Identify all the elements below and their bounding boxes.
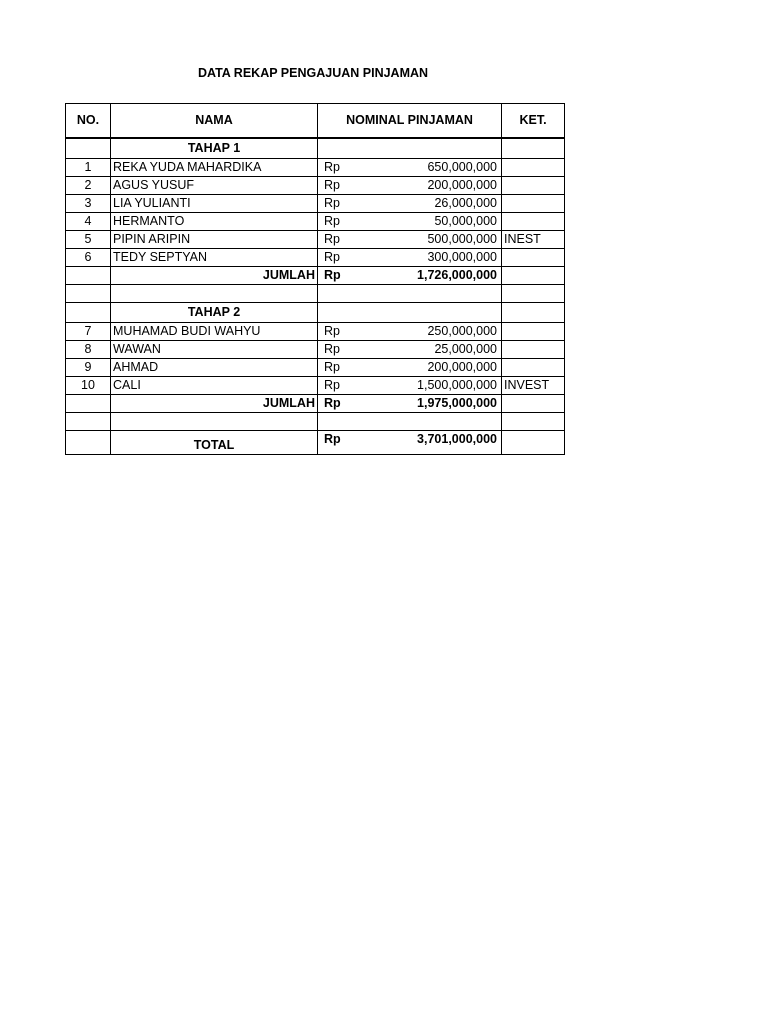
row-amount: 500,000,000 — [427, 232, 497, 246]
row-ket — [502, 213, 565, 231]
currency-label: Rp — [324, 378, 340, 392]
row-no: 3 — [66, 195, 111, 213]
stage-label: TAHAP 1 — [111, 138, 318, 159]
jumlah-label: JUMLAH — [111, 395, 318, 413]
row-ket — [502, 159, 565, 177]
row-nama: PIPIN ARIPIN — [111, 231, 318, 249]
currency-label: Rp — [324, 342, 340, 356]
currency-label: Rp — [324, 396, 341, 410]
row-amount: 200,000,000 — [427, 360, 497, 374]
row-amount: 25,000,000 — [434, 342, 497, 356]
row-no: 1 — [66, 159, 111, 177]
table-row — [66, 249, 565, 267]
table-row — [66, 213, 565, 231]
row-nama: CALI — [111, 377, 318, 395]
header-nama: NAMA — [111, 104, 318, 139]
table-row — [66, 341, 565, 359]
row-nama: HERMANTO — [111, 213, 318, 231]
row-no: 7 — [66, 323, 111, 341]
table-row — [66, 323, 565, 341]
jumlah-amount: 1,726,000,000 — [417, 268, 497, 282]
currency-label: Rp — [324, 324, 340, 338]
row-ket: INEST — [502, 231, 565, 249]
currency-label: Rp — [324, 250, 340, 264]
subtotal-row-tahap-1 — [66, 267, 565, 285]
document-title: DATA REKAP PENGAJUAN PINJAMAN — [197, 66, 429, 80]
row-no: 8 — [66, 341, 111, 359]
row-no: 2 — [66, 177, 111, 195]
row-nama: MUHAMAD BUDI WAHYU — [111, 323, 318, 341]
total-label: TOTAL — [111, 431, 318, 455]
row-no: 4 — [66, 213, 111, 231]
row-no: 6 — [66, 249, 111, 267]
row-amount: 650,000,000 — [427, 160, 497, 174]
jumlah-amount: 1,975,000,000 — [417, 396, 497, 410]
row-ket: INVEST — [502, 377, 565, 395]
table-row — [66, 359, 565, 377]
stage-label: TAHAP 2 — [111, 303, 318, 323]
jumlah-label: JUMLAH — [111, 267, 318, 285]
table-row — [66, 377, 565, 395]
currency-label: Rp — [324, 178, 340, 192]
row-amount: 26,000,000 — [434, 196, 497, 210]
subtotal-row-tahap-2 — [66, 395, 565, 413]
row-amount: 200,000,000 — [427, 178, 497, 192]
currency-label: Rp — [324, 214, 340, 228]
row-ket — [502, 177, 565, 195]
row-nama: WAWAN — [111, 341, 318, 359]
total-amount: 3,701,000,000 — [417, 432, 497, 446]
row-nama: TEDY SEPTYAN — [111, 249, 318, 267]
row-nama: AHMAD — [111, 359, 318, 377]
row-ket — [502, 341, 565, 359]
currency-label: Rp — [324, 196, 340, 210]
currency-label: Rp — [324, 432, 341, 446]
row-ket — [502, 195, 565, 213]
stage-row-tahap-2 — [66, 303, 565, 323]
row-no: 9 — [66, 359, 111, 377]
row-amount: 1,500,000,000 — [417, 378, 497, 392]
header-nominal: NOMINAL PINJAMAN — [318, 104, 502, 139]
empty-row — [66, 413, 565, 431]
header-ket: KET. — [502, 104, 565, 139]
row-no: 10 — [66, 377, 111, 395]
header-no: NO. — [66, 104, 111, 139]
row-amount: 50,000,000 — [434, 214, 497, 228]
row-ket — [502, 249, 565, 267]
row-nama: REKA YUDA MAHARDIKA — [111, 159, 318, 177]
currency-label: Rp — [324, 160, 340, 174]
currency-label: Rp — [324, 360, 340, 374]
currency-label: Rp — [324, 268, 341, 282]
row-ket — [502, 323, 565, 341]
table-row — [66, 159, 565, 177]
row-nama: AGUS YUSUF — [111, 177, 318, 195]
row-ket — [502, 359, 565, 377]
grand-total-row — [66, 431, 565, 455]
table-row — [66, 195, 565, 213]
row-amount: 250,000,000 — [427, 324, 497, 338]
currency-label: Rp — [324, 232, 340, 246]
empty-row — [66, 285, 565, 303]
stage-row-tahap-1 — [66, 138, 565, 159]
table-row — [66, 231, 565, 249]
row-no: 5 — [66, 231, 111, 249]
header-row — [66, 104, 565, 139]
loan-recap-table — [65, 103, 565, 455]
row-nama: LIA YULIANTI — [111, 195, 318, 213]
table-row — [66, 177, 565, 195]
row-amount: 300,000,000 — [427, 250, 497, 264]
